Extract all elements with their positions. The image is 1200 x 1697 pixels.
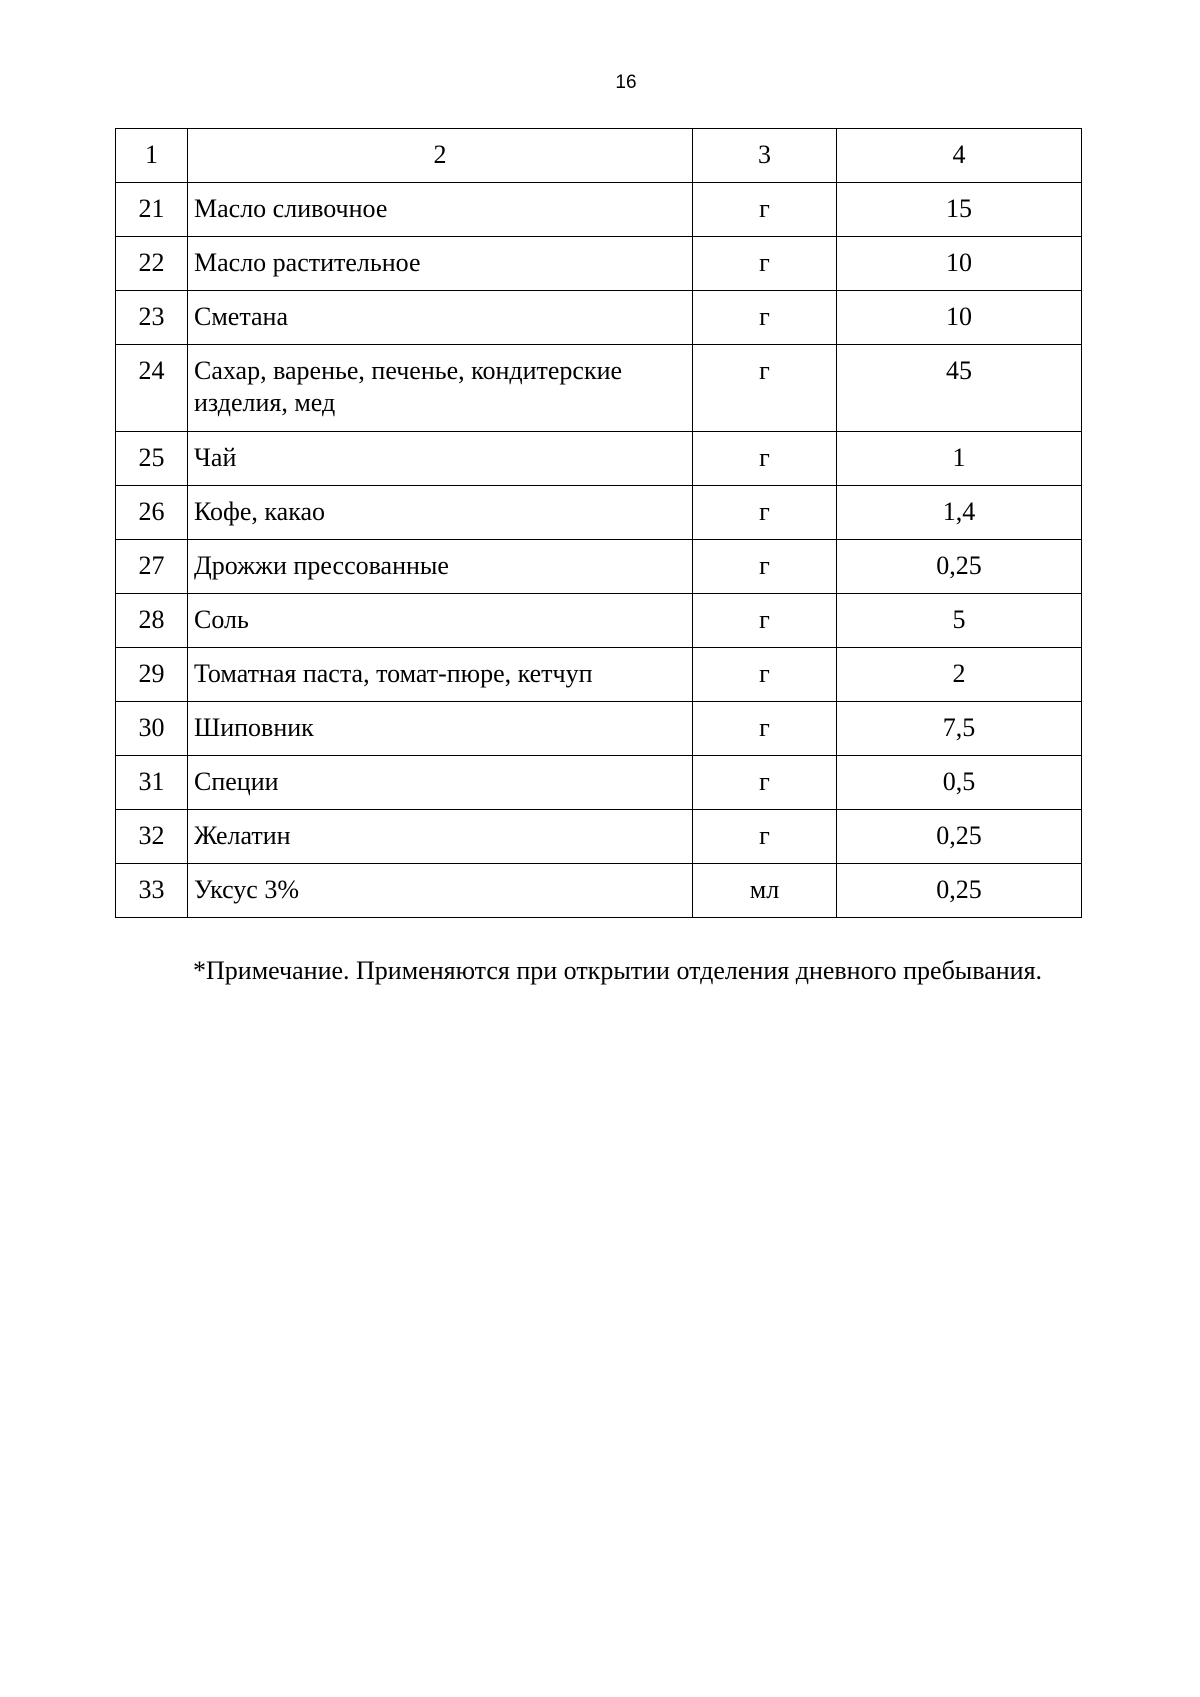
amount: 5	[837, 594, 1082, 648]
table-row	[116, 702, 1082, 756]
row-number: 32	[116, 810, 188, 864]
unit: г	[693, 291, 837, 345]
amount: 7,5	[837, 702, 1082, 756]
header-cell: 1	[116, 129, 188, 183]
unit: г	[693, 648, 837, 702]
unit: г	[693, 756, 837, 810]
header-cell: 2	[188, 129, 693, 183]
row-number: 31	[116, 756, 188, 810]
table-row	[116, 183, 1082, 237]
unit: г	[693, 594, 837, 648]
footnote	[115, 955, 1081, 987]
product-name: Шиповник	[188, 702, 693, 756]
product-name: Масло растительное	[188, 237, 693, 291]
table-row	[116, 648, 1082, 702]
unit: г	[693, 540, 837, 594]
table-row	[116, 594, 1082, 648]
footnote-text: *Примечание. Применяются при открытии отделения дневного пребывания.	[193, 956, 1043, 985]
table-row	[116, 756, 1082, 810]
row-number: 29	[116, 648, 188, 702]
amount: 2	[837, 648, 1082, 702]
page-number: 16	[615, 72, 637, 93]
product-name: Сметана	[188, 291, 693, 345]
amount: 45	[837, 345, 1082, 432]
amount: 0,25	[837, 864, 1082, 918]
amount: 10	[837, 237, 1082, 291]
table-row	[116, 345, 1082, 432]
unit: г	[693, 486, 837, 540]
amount: 1	[837, 432, 1082, 486]
product-name: Чай	[188, 432, 693, 486]
row-number: 28	[116, 594, 188, 648]
row-number: 33	[116, 864, 188, 918]
amount: 0,5	[837, 756, 1082, 810]
product-name: Кофе, какао	[188, 486, 693, 540]
row-number: 26	[116, 486, 188, 540]
row-number: 22	[116, 237, 188, 291]
table-row	[116, 864, 1082, 918]
product-name: Сахар, варенье, печенье, кондитерские изделия, мед	[188, 345, 693, 432]
table-header-row	[116, 129, 1082, 183]
table-row	[116, 291, 1082, 345]
unit: г	[693, 432, 837, 486]
amount: 10	[837, 291, 1082, 345]
ration-table	[115, 128, 1082, 918]
product-name: Масло сливочное	[188, 183, 693, 237]
product-name: Томатная паста, томат-пюре, кетчуп	[188, 648, 693, 702]
table-row	[116, 486, 1082, 540]
amount: 1,4	[837, 486, 1082, 540]
product-name: Уксус 3%	[188, 864, 693, 918]
product-name: Специи	[188, 756, 693, 810]
table-row	[116, 432, 1082, 486]
unit: г	[693, 810, 837, 864]
row-number: 21	[116, 183, 188, 237]
row-number: 27	[116, 540, 188, 594]
header-cell: 4	[837, 129, 1082, 183]
table-row	[116, 810, 1082, 864]
row-number: 24	[116, 345, 188, 432]
table-row	[116, 540, 1082, 594]
unit: г	[693, 237, 837, 291]
row-number: 25	[116, 432, 188, 486]
product-name: Желатин	[188, 810, 693, 864]
header-cell: 3	[693, 129, 837, 183]
row-number: 23	[116, 291, 188, 345]
amount: 0,25	[837, 810, 1082, 864]
unit: г	[693, 702, 837, 756]
amount: 0,25	[837, 540, 1082, 594]
product-name: Соль	[188, 594, 693, 648]
unit: мл	[693, 864, 837, 918]
product-name: Дрожжи прессованные	[188, 540, 693, 594]
amount: 15	[837, 183, 1082, 237]
table-row	[116, 237, 1082, 291]
unit: г	[693, 183, 837, 237]
row-number: 30	[116, 702, 188, 756]
unit: г	[693, 345, 837, 432]
